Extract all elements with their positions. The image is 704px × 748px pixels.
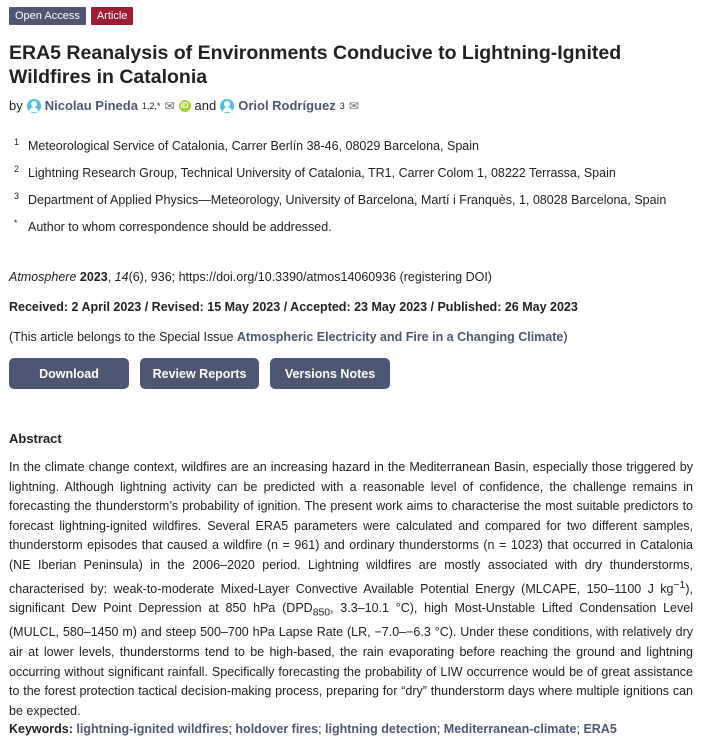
author-affil-sup: 3 xyxy=(339,100,345,111)
special-issue-line xyxy=(9,330,568,344)
author-icon xyxy=(27,99,41,113)
affiliation-number: 2 xyxy=(14,164,20,174)
keyword-link[interactable]: lightning detection xyxy=(325,722,437,736)
article-type-badge: Article xyxy=(91,7,134,25)
download-button[interactable]: Download xyxy=(9,358,129,389)
affiliation-item xyxy=(14,190,684,211)
affiliation-number: 1 xyxy=(14,137,20,147)
citation-volume: 14 xyxy=(114,270,129,284)
keyword-link[interactable]: holdover fires xyxy=(235,722,319,736)
action-buttons xyxy=(9,358,390,389)
author-link-rodriguez[interactable]: Oriol Rodríguez xyxy=(238,98,336,113)
keywords-line: Keywords: lightning-ignited wildfires; holdover fires; lightning detection; Mediterranean-climate; ERA5 xyxy=(9,722,617,736)
affiliation-text: Meteorological Service of Catalonia, Carrer Berlín 38-46, 08029 Barcelona, Spain xyxy=(28,139,479,153)
keywords-label: Keywords: xyxy=(9,722,73,736)
keyword-link[interactable]: ERA5 xyxy=(583,722,617,736)
citation-year: 2023 xyxy=(79,270,108,284)
author-line xyxy=(9,98,359,113)
keyword-link[interactable]: lightning-ignited wildfires xyxy=(76,722,229,736)
special-issue-prefix: (This article belongs to the Special Issue xyxy=(9,330,237,344)
author-affil-sup: 1,2,* xyxy=(141,100,161,111)
affiliation-number: 3 xyxy=(14,191,20,201)
email-icon[interactable]: ✉ xyxy=(164,98,175,113)
review-reports-button[interactable]: Review Reports xyxy=(140,358,259,389)
special-issue-link[interactable]: Atmospheric Electricity and Fire in a Changing Climate xyxy=(236,330,564,344)
affiliation-text: Author to whom correspondence should be addressed. xyxy=(28,220,332,234)
abstract-part: ), significant Dew Point Depression at 850 hPa (DPD xyxy=(9,581,693,616)
affiliation-text: Department of Applied Physics—Meteorology, University of Barcelona, Martí i Franquès, 1, 08028 Barcelona, Spain xyxy=(28,193,667,207)
versions-notes-button[interactable]: Versions Notes xyxy=(270,358,390,389)
abstract-text xyxy=(9,458,693,721)
abstract-subscript: 850 xyxy=(312,607,331,619)
abstract-part: , 3.3–10.1 °C), high Most-Unstable Lifted Condensation Level (MULCL, 580–1450 m) and steep 500–700 hPa Lapse Rate (LR, −7.0–−6.3 °C). Under these conditions, with relatively dry air at lower levels, thunderstorms tend to be high-based, the rain evaporating before reaching the ground and lightning occurring without significant rainfall. Specifically forecasting the probability of LIW occurrence would be of great assistance to the forest protection tactical decision-making process, preparing for “dry” thunderstorm days where multiple ignitions can be expected. xyxy=(9,601,693,718)
abstract-heading: Abstract xyxy=(9,431,62,446)
affiliation-text: Lightning Research Group, Technical University of Catalonia, TR1, Carrer Colom 1, 08222 Terrassa, Spain xyxy=(28,166,616,180)
author-link-pineda[interactable]: Nicolau Pineda xyxy=(44,98,138,113)
and-label: and xyxy=(194,98,217,113)
journal-name: Atmosphere xyxy=(9,270,77,284)
special-issue-suffix: ) xyxy=(563,330,568,344)
open-access-badge: Open Access xyxy=(9,7,86,25)
badge-row xyxy=(9,7,133,25)
publication-dates: Received: 2 April 2023 / Revised: 15 May 2023 / Accepted: 23 May 2023 / Published: 26 May 2023 xyxy=(9,300,578,314)
keyword-link[interactable]: Mediterranean-climate xyxy=(443,722,577,736)
orcid-icon[interactable]: iD xyxy=(180,100,189,110)
by-label: by xyxy=(9,98,23,113)
citation-rest[interactable]: (6), 936; https://doi.org/10.3390/atmos14060936 (registering DOI) xyxy=(128,270,492,284)
affiliation-item xyxy=(14,217,684,238)
affiliations-list xyxy=(14,136,684,244)
abstract-part: In the climate change context, wildfires are an increasing hazard in the Mediterranean Basin, especially those triggered by lightning. Although lightning activity can be predicted with a reasonable level of confidence, the challenge remains in forecasting the thunderstorm’s probability of ignition. The present work aims to characterise the most suitable predictors to forecast lightning-ignited wildfires. Several ERA5 parameters were calculated and compared for two different samples, thunderstorm episodes that caused a wildfire (n = 961) and ordinary thunderstorms (n = 1023) that occurred in Catalonia (NE Iberian Peninsula) in the 2006–2020 period. Lightning wildfires are mostly associated with dry thunderstorms, characterised by: weak-to-moderate Mixed-Layer Convective Available Potential Energy (MLCAPE, 150–1100 J kg xyxy=(9,460,693,596)
article-title: ERA5 Reanalysis of Environments Conducive to Lightning-Ignited Wildfires in Catalonia xyxy=(9,42,622,88)
author-icon xyxy=(220,99,234,113)
affiliation-item xyxy=(14,163,684,184)
citation-line: Atmosphere 2023, 14(6), 936; https://doi.org/10.3390/atmos14060936 (registering DOI) xyxy=(9,270,492,284)
affiliation-number: * xyxy=(14,218,18,228)
abstract-superscript: −1 xyxy=(673,579,686,591)
affiliation-item xyxy=(14,136,684,157)
email-icon[interactable]: ✉ xyxy=(348,98,359,113)
